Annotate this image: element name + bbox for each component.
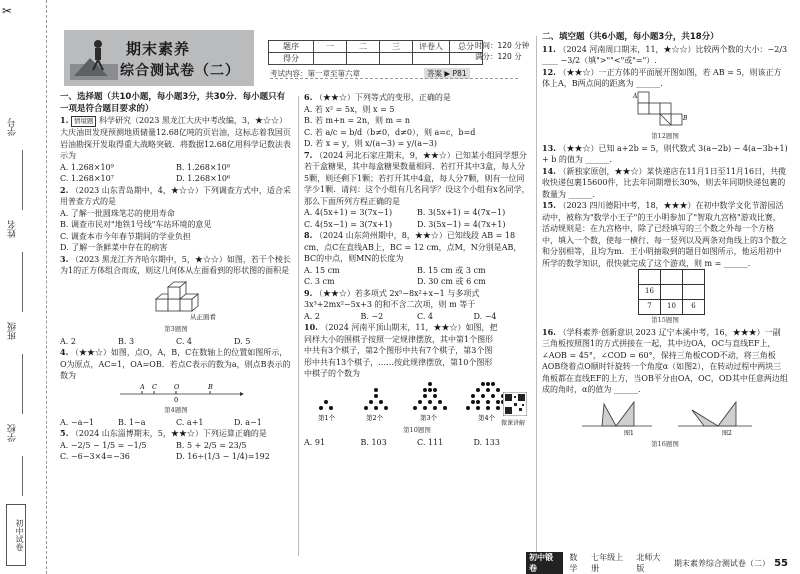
question-3 bbox=[60, 254, 292, 348]
option[interactable]: A. −2/5 − 1/5 = −1/5 bbox=[60, 440, 147, 450]
option[interactable]: D. 若 x = y，则 x/(a−3) = y/(a−3) bbox=[304, 139, 437, 148]
option[interactable]: A. 15 cm bbox=[304, 265, 340, 275]
exam-full-marks: 满分：120 分 bbox=[475, 52, 522, 61]
question-4 bbox=[60, 347, 292, 428]
question-number: 14. bbox=[542, 165, 556, 176]
score-header-cell: 题序 bbox=[269, 41, 314, 53]
options bbox=[60, 162, 292, 185]
question-13 bbox=[542, 143, 788, 166]
qr-label: 微课讲解 bbox=[501, 420, 526, 427]
option[interactable]: A. 1.268×10⁹ bbox=[60, 162, 114, 172]
score-cell[interactable] bbox=[347, 53, 380, 65]
svg-text:0: 0 bbox=[174, 395, 179, 402]
question-2 bbox=[60, 185, 292, 254]
option[interactable]: C. −6−3×4=−36 bbox=[60, 452, 130, 461]
option[interactable]: B. 调查市民对"地铁1号线"车站环境的意见 bbox=[60, 220, 212, 229]
options bbox=[304, 207, 530, 230]
option[interactable]: D. 16÷(1/3 − 1/4)=192 bbox=[176, 452, 270, 461]
figure-caption: 第16题图 bbox=[651, 440, 679, 448]
score-table bbox=[268, 40, 483, 65]
student-illustration-icon bbox=[68, 36, 120, 82]
figure-label: 第4个 bbox=[478, 413, 496, 422]
question-14 bbox=[542, 166, 788, 201]
figure-label: 图1 bbox=[624, 429, 634, 436]
figure-caption: 第15题图 bbox=[651, 316, 679, 324]
option[interactable]: C. 4(5x−1) = 3(7x+1) bbox=[304, 219, 393, 229]
question-9 bbox=[304, 288, 530, 323]
fill-line bbox=[22, 252, 23, 312]
question-text: （2023 黑龙江齐齐哈尔期中，5，★☆☆）如图，若干个棱长为1的正方体组合而成，则这几何体从左面看到的形状图的面积是 bbox=[60, 254, 291, 275]
option[interactable]: A. 2 bbox=[304, 311, 320, 321]
svg-text:B: B bbox=[683, 114, 688, 122]
fill-line bbox=[22, 456, 23, 496]
option[interactable]: B. 15 cm 或 3 cm bbox=[417, 265, 486, 275]
grid-cell[interactable] bbox=[661, 270, 683, 285]
option[interactable]: C. 3 cm bbox=[304, 277, 335, 286]
option[interactable]: D. 了解一条鲜菜中存在的病害 bbox=[60, 243, 168, 252]
options bbox=[60, 417, 292, 429]
options bbox=[304, 311, 530, 323]
divider bbox=[270, 78, 518, 79]
grid-cell[interactable] bbox=[639, 270, 661, 285]
column-divider bbox=[536, 36, 537, 556]
score-header-cell: 二 bbox=[347, 41, 380, 53]
figure-label: 从正面看 bbox=[190, 312, 216, 321]
page-footer bbox=[526, 552, 788, 574]
question-number: 15. bbox=[542, 200, 556, 210]
footer-grade: 七年级上册 bbox=[591, 553, 624, 573]
option[interactable]: B. 3 bbox=[118, 336, 135, 346]
question-number: 7. bbox=[304, 149, 313, 160]
options bbox=[60, 440, 292, 463]
option[interactable]: D. 5 bbox=[234, 336, 251, 346]
score-cell[interactable] bbox=[380, 53, 413, 65]
option[interactable]: B. 5 + 2/5 = 23/5 bbox=[176, 440, 247, 450]
question-text: 科学研究（2023 黑龙江大庆中考改编，3，★☆☆）大庆油田发现预测地质储量12.68亿吨的页岩油，这标志着我国页岩油勘探开发取得重大战略突破．将数据12.68亿用科学记数法表示为 bbox=[60, 116, 291, 160]
svg-text:B: B bbox=[208, 382, 213, 391]
question-number: 9. bbox=[304, 287, 313, 298]
question-text: （★★☆）如图，点O，A，B，C在数轴上的位置如图所示，O为原点，AC=1，OA=OB．若点C表示的数为a，则点B表示的数为 bbox=[60, 348, 291, 380]
score-header-cell: 评卷人 bbox=[413, 41, 450, 53]
question-text: （新独家原创，★★☆）某快递店在11月1日至11月16日，共揽收快递包裹15600件，比去年同期增长30%，则去年同期快递包裹的数量为 ______． bbox=[542, 166, 787, 199]
figure-caption: 第10题图 bbox=[403, 426, 431, 434]
question-number: 12. bbox=[542, 66, 556, 77]
question-text: （2023 四川德阳中考，18，★★★）在初中数学文化节游园活动中，被称为"数学小王子"的王小明参加了"智取九宫格"游戏比赛，活动规则是：在九宫格中，除了已经填写的三个数之外每一个方格中，填入一个数，使每一横行、每一竖列以及两条对角线上的3个数之和分别相等，且均为m．王小明抽取到的题目如图所示，他运用初中所学的数学知识，很快就完成了这个游戏，则 m = ______． bbox=[542, 201, 788, 268]
option[interactable]: B. −2 bbox=[360, 311, 384, 321]
score-header-cell: 得分 bbox=[269, 53, 314, 65]
question-number: 3. bbox=[60, 253, 69, 264]
question-number: 5. bbox=[60, 428, 69, 438]
title-banner bbox=[64, 30, 254, 86]
question-10 bbox=[304, 322, 530, 448]
grid-cell[interactable]: 6 bbox=[683, 300, 705, 315]
exam-scope: 考试内容：第一章至第六章 bbox=[270, 69, 360, 78]
score-cell[interactable] bbox=[413, 53, 450, 65]
option[interactable]: D. 133 bbox=[473, 437, 500, 447]
binding-brand: 初中试卷 bbox=[6, 504, 26, 566]
question-number: 6. bbox=[304, 92, 313, 102]
footer-edition: 北师大版 bbox=[636, 553, 661, 573]
grid-cell[interactable]: 10 bbox=[661, 300, 683, 315]
answer-reference: 答案 ▶ P81 bbox=[424, 68, 470, 79]
question-text: （★★☆）已知 a+2b = 5，则代数式 3(a−2b) − 4(a−3b+1) + b 的值为 ______． bbox=[542, 143, 788, 164]
number-line-figure bbox=[60, 382, 292, 402]
fill-line bbox=[22, 354, 23, 414]
question-number: 2. bbox=[60, 184, 69, 195]
question-number: 11. bbox=[542, 43, 556, 54]
option[interactable]: C. 4 bbox=[176, 336, 193, 346]
question-15 bbox=[542, 200, 788, 327]
figure-label: 第2个 bbox=[366, 413, 384, 422]
options bbox=[304, 437, 530, 449]
score-header-cell: 三 bbox=[380, 41, 413, 53]
svg-text:A: A bbox=[633, 92, 638, 100]
options bbox=[304, 265, 530, 288]
option[interactable]: C. 111 bbox=[417, 437, 444, 447]
triangle-rulers-figure bbox=[542, 396, 788, 436]
question-number: 10. bbox=[304, 322, 318, 332]
option[interactable]: C. 调查本市今年春节期间的学业负担 bbox=[60, 231, 191, 241]
fill-line bbox=[22, 150, 23, 210]
svg-text:C: C bbox=[152, 382, 157, 391]
option[interactable]: A. 若 x² = 5x，则 x = 5 bbox=[304, 104, 395, 114]
scissors-icon: ✂ bbox=[2, 4, 13, 18]
option[interactable]: C. 1.268×10⁷ bbox=[60, 174, 114, 183]
column-3 bbox=[542, 32, 788, 451]
question-8 bbox=[304, 230, 530, 288]
question-text: （学科素养·创新意识 2023 辽宁本溪中考，16，★★★）一副三角板按照图1的方式拼接在一起，其中边OA，OC与直线EF上，∠AOB = 45°，∠COD = 60°，保持三角板COD不动，将三角板AOB绕着点O顺时针旋转一个角度α（如图2），在转动过程中两块三角板都在直线EF的上方，当OB平分由OA，OC，OD其中任意两边组成的角时，α的值为 ______． bbox=[542, 327, 788, 394]
figure-label: 第3个 bbox=[420, 413, 438, 422]
option[interactable]: D. 30 cm 或 6 cm bbox=[417, 277, 486, 286]
figure-caption: 第4题图 bbox=[164, 406, 188, 414]
question-number: 4. bbox=[60, 347, 69, 357]
exam-info bbox=[475, 40, 529, 62]
option[interactable]: C. a+1 bbox=[176, 417, 204, 427]
page-number: 55 bbox=[774, 557, 788, 569]
column-2 bbox=[304, 92, 530, 448]
option[interactable]: B. 103 bbox=[360, 437, 387, 447]
question-text: （2024 河南平顶山期末，11，★★☆）如图，把同样大小的围棋子按照一定规律摆放，其中第1个图形中共有3个棋子，第2个图形中共有7个棋子，第3个图形中共有13个棋子，……按此规律摆放，第10个图形中棋子的个数为 bbox=[304, 323, 498, 378]
figure-caption: 第12题图 bbox=[651, 132, 679, 140]
section-title: 二、填空题（共6小题，每小题3分，共18分） bbox=[542, 32, 719, 42]
cube-figure bbox=[60, 277, 292, 321]
option[interactable]: B. 3(5x+1) = 4(7x−1) bbox=[417, 208, 506, 217]
binding-label-name: 姓名 bbox=[8, 220, 18, 238]
title-line1: 期末素养 bbox=[126, 40, 191, 58]
footer-paper: 期末素养综合测试卷（二） bbox=[673, 558, 770, 568]
footer-brand: 初中锻卷 bbox=[526, 552, 563, 574]
question-tag: 情境题 bbox=[71, 116, 97, 127]
question-text: （★★☆）若多项式 2x⁵−8x²+x−1 与多项式 3x³+2mx²−5x+3 的和不含二次项，则 m 等于 bbox=[304, 288, 480, 309]
grid-cell[interactable] bbox=[683, 285, 705, 300]
option[interactable]: D. 3(5x−1) = 4(7x+1) bbox=[417, 219, 506, 229]
svg-text:A: A bbox=[140, 382, 145, 391]
svg-text:O: O bbox=[174, 382, 180, 391]
option[interactable]: C. 若 a/c = b/d（b≠0，d≠0），则 a=c，b=d bbox=[304, 127, 476, 137]
option[interactable]: A. 了解一批圆珠笔芯的使用寿命 bbox=[60, 208, 175, 218]
title-line2: 综合测试卷（二） bbox=[120, 63, 240, 79]
question-number: 16. bbox=[542, 326, 556, 337]
option[interactable]: D. a−1 bbox=[234, 417, 262, 427]
exam-time: 时间：120 分钟 bbox=[475, 41, 530, 50]
option[interactable]: D. −4 bbox=[473, 311, 497, 321]
question-1 bbox=[60, 115, 292, 185]
option[interactable]: A. 2 bbox=[60, 336, 76, 346]
score-header-cell: 总分 bbox=[450, 41, 483, 53]
question-number: 13. bbox=[542, 142, 556, 153]
score-header-cell: 一 bbox=[314, 41, 347, 53]
option[interactable]: B. 1.268×10⁸ bbox=[176, 162, 230, 172]
option[interactable]: B. 若 m+n = 2n，则 m = n bbox=[304, 116, 411, 125]
column-divider bbox=[298, 96, 299, 556]
grid-cell[interactable] bbox=[661, 285, 683, 300]
question-text: （★★☆）下列等式的变形，正确的是 bbox=[314, 93, 451, 102]
binding-strip bbox=[0, 0, 47, 574]
option[interactable]: D. 1.268×10⁶ bbox=[176, 174, 231, 183]
question-text: （★★☆）一正方体的平面展开图如图，若 AB = 5，则该正方体上A，B两点间的距离为 ______． bbox=[542, 67, 782, 88]
question-7 bbox=[304, 150, 530, 231]
footer-subject: 数学 bbox=[569, 553, 578, 573]
question-text: （2024 山东淄博期末，5，★★☆）下列运算正确的是 bbox=[70, 429, 267, 438]
section-title: 一、选择题（共10小题，每小题3分，共30分．每小题只有一项是符合题目要求的） bbox=[60, 92, 286, 114]
question-12 bbox=[542, 67, 788, 143]
question-16 bbox=[542, 327, 788, 451]
options bbox=[60, 336, 292, 348]
binding-label-id: 学号 bbox=[8, 118, 18, 136]
nine-grid bbox=[638, 269, 705, 315]
column-1 bbox=[60, 92, 292, 463]
question-text: （2023 山东青岛期中，4，★☆☆）下列调查方式中，适合采用普查方式的是 bbox=[60, 185, 291, 206]
question-text: （2024 河南周口期末，11，★☆☆）比较两个数的大小：−2/3 ____ −3/2（填">""<"或"="）. bbox=[542, 44, 788, 65]
option[interactable]: A. 4(5x+1) = 3(7x−1) bbox=[304, 208, 393, 217]
grid-cell[interactable]: 16 bbox=[639, 285, 661, 300]
question-5 bbox=[60, 428, 292, 463]
binding-label-school: 学校 bbox=[8, 424, 18, 442]
grid-cell[interactable]: 7 bbox=[639, 300, 661, 315]
qr-code-icon[interactable] bbox=[503, 392, 527, 416]
go-stones-figure bbox=[304, 380, 530, 422]
figure-caption: 第3题图 bbox=[164, 325, 188, 333]
binding-label-class: 班级 bbox=[8, 322, 18, 340]
option[interactable]: C. 4 bbox=[417, 311, 434, 321]
grid-cell[interactable] bbox=[683, 270, 705, 285]
score-cell[interactable] bbox=[314, 53, 347, 65]
question-text: （2024 山东菏州期中，8，★★☆）已知线段 AB = 18 cm，点C在直线AB上，BC = 12 cm，点M，N分别是AB，BC的中点，则MN的长度为 bbox=[304, 231, 522, 263]
question-6 bbox=[304, 92, 530, 150]
question-number: 1. bbox=[60, 115, 69, 125]
figure-label: 图2 bbox=[722, 429, 732, 436]
figure-label: 第1个 bbox=[318, 413, 336, 422]
question-11 bbox=[542, 44, 788, 67]
cube-net-figure bbox=[542, 90, 788, 128]
option[interactable]: A. 91 bbox=[304, 437, 326, 447]
question-number: 8. bbox=[304, 230, 313, 240]
option[interactable]: B. 1−a bbox=[118, 417, 146, 427]
question-text: （2024 河北石家庄期末，9，★★☆）已知某小组同学想分若干盒糖果，其中每盒糖果数量相同．若打开其中3盒，每人分5颗，则还剩下1颗；若打开其中4盒，每人分7颗，则有一位同学少1颗．请问：这个小组有几名同学？设这个小组有x名同学，那么下面所列方程正确的是 bbox=[304, 150, 530, 206]
option[interactable]: A. −a−1 bbox=[60, 417, 95, 427]
